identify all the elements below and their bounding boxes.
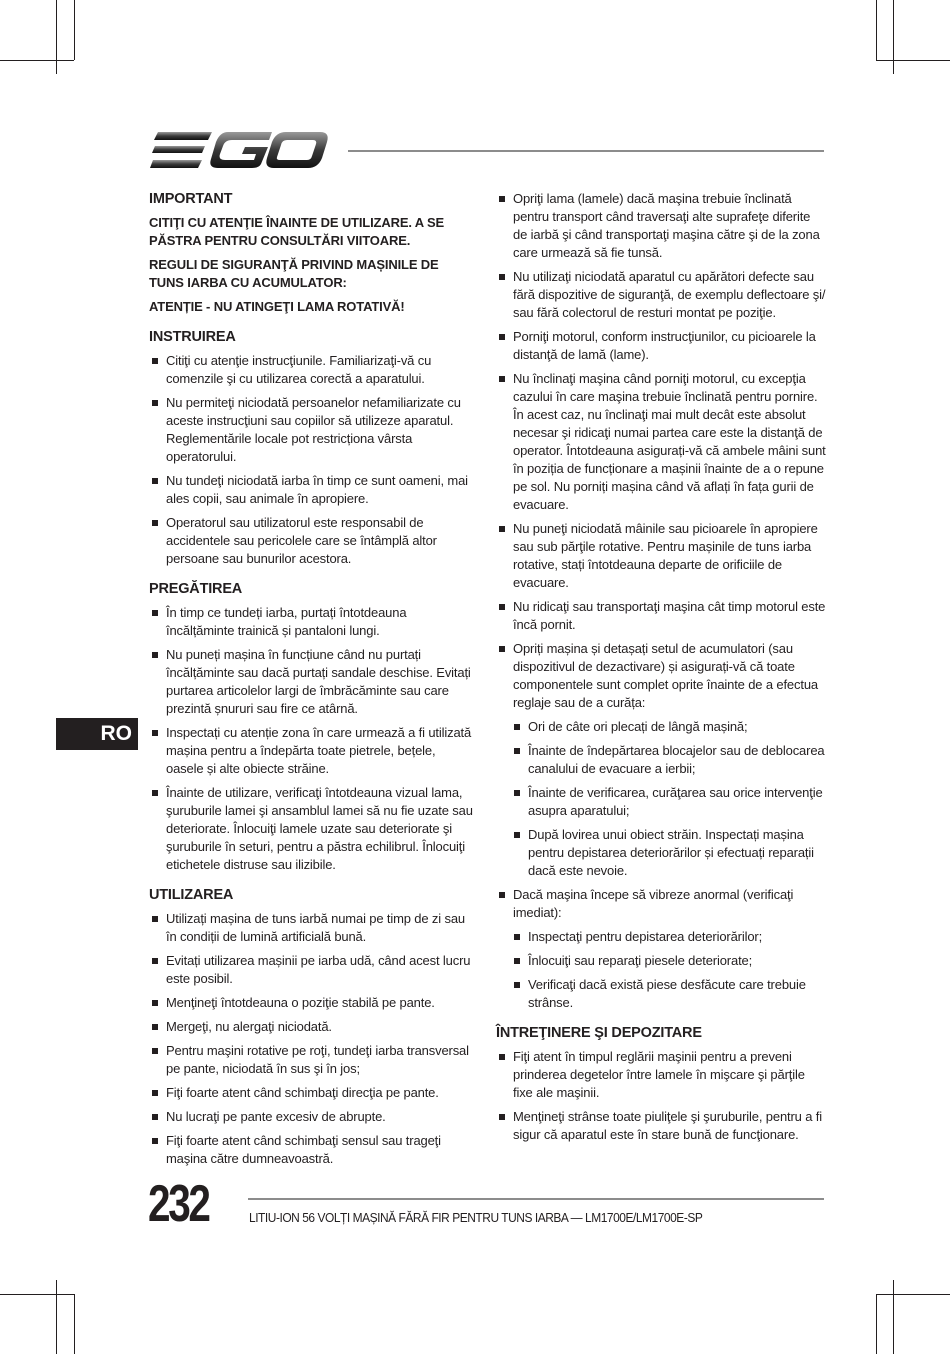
crop-mark xyxy=(876,1294,877,1354)
language-tab: RO xyxy=(56,718,138,750)
sub-bullet-list xyxy=(511,718,826,880)
list-item: Menţineţi întotdeauna o poziţie stabilă pe pante. xyxy=(149,994,475,1012)
list-item-text: Opriți mașina și detașați setul de acumulatori (sau dispozitivul de dezactivare) și asigurați-vă că toate componentele sunt complet oprite înainte de a efectua reglaje sau de a curăța: xyxy=(513,641,818,710)
crop-mark xyxy=(893,1280,894,1354)
crop-mark xyxy=(876,0,877,60)
section-heading: PREGĂTIREA xyxy=(149,581,243,597)
bullet-list xyxy=(496,1048,826,1144)
list-item-text: Dacă maşina începe să vibreze anormal (verificaţi imediat): xyxy=(513,887,794,920)
list-item: Porniţi motorul, conform instrucţiunilor, cu picioarele la distanţă de lamă (lame). xyxy=(496,328,826,364)
section-heading: ÎNTREŢINERE ŞI DEPOZITARE xyxy=(496,1025,702,1041)
sub-list-item: Verificaţi dacă există piese desfăcute care trebuie strânse. xyxy=(511,976,826,1012)
list-item: Fiţi foarte atent când schimbaţi direcţia pe pante. xyxy=(149,1084,475,1102)
important-notice: CITIŢI CU ATENŢIE ÎNAINTE DE UTILIZARE. A SE PĂSTRA PENTRU CONSULTĂRI VIITOARE. xyxy=(149,215,445,248)
list-item: În timp ce tundeți iarba, purtați întotdeauna încălțăminte trainică și pantaloni lungi. xyxy=(149,604,475,640)
sub-list-item: Ori de câte ori plecați de lângă mașină; xyxy=(511,718,826,736)
sub-list-item: Inspectaţi pentru depistarea deteriorărilor; xyxy=(511,928,826,946)
bullet-list xyxy=(149,604,475,874)
list-item: Nu permiteţi niciodată persoanelor nefamiliarizate cu aceste instrucţiuni sau copiilor să utilizeze aparatul. Reglementările locale pot restricționa vârsta operatorului. xyxy=(149,394,475,466)
crop-mark xyxy=(893,0,894,74)
list-item: Nu puneţi niciodată mâinile sau picioarele în apropiere sau sub părţile rotative. Pentru mașinile de tuns iarba rotative, stați întotdeauna departe de orificiile de evacuare. xyxy=(496,520,826,592)
list-item: Nu puneți mașina în funcțiune când nu purtați încălțăminte sau dacă purtați sandale deschise. Evitați purtarea articolelor largi de îmbrăcăminte sau care prezintă șnururi sau fire ce atârnă. xyxy=(149,646,475,718)
sub-bullet-list xyxy=(511,928,826,1012)
sub-list-item: Înainte de verificarea, curăţarea sau orice intervenţie asupra aparatului; xyxy=(511,784,826,820)
header-rule xyxy=(348,150,824,152)
right-column xyxy=(496,190,826,1150)
list-item: Nu tundeţi niciodată iarba în timp ce sunt oameni, mai ales copii, sau animale în apropiere. xyxy=(149,472,475,508)
section-heading: UTILIZAREA xyxy=(149,887,234,903)
list-item: Evitați utilizarea mașinii pe iarba udă, când acest lucru este posibil. xyxy=(149,952,475,988)
list-item: Nu înclinaţi maşina când porniţi motorul, cu excepţia cazului în care maşina trebuie înclinată pentru pornire. În acest caz, nu înclinaţi mai mult decât este absolut necesar şi ridicaţi numai partea care este la distanţă de operator. Întotdeauna asigurați-vă că ambele mâini sunt în poziția de funcționare a mașinii înainte de a o repune pe sol. Nu porniți mașina când vă aflați în fața gurii de evacuare. xyxy=(496,370,826,514)
list-item xyxy=(496,886,826,1012)
crop-mark xyxy=(56,1280,57,1354)
list-item: Nu lucraţi pe pante excesiv de abrupte. xyxy=(149,1108,475,1126)
bullet-list xyxy=(149,352,475,568)
page-number: 232 xyxy=(148,1175,209,1233)
list-item: Utilizați mașina de tuns iarbă numai pe timp de zi sau în condiții de lumină artificială bună. xyxy=(149,910,475,946)
list-item: Fiţi foarte atent când schimbaţi sensul sau trageţi maşina către dumneavoastră. xyxy=(149,1132,475,1168)
bullet-list xyxy=(496,190,826,1012)
ego-logo xyxy=(150,130,330,170)
sub-list-item: Înlocuiţi sau reparaţi piesele deteriorate; xyxy=(511,952,826,970)
list-item: Operatorul sau utilizatorul este responsabil de accidentele sau pericolele care se întâmplă altor persoane sau bunurilor acestora. xyxy=(149,514,475,568)
crop-mark xyxy=(0,1294,74,1295)
footer-title: LITIU-ION 56 VOLȚI MAȘINĂ FĂRĂ FIR PENTRU TUNS IARBA — LM1700E/LM1700E-SP xyxy=(249,1210,703,1225)
list-item: Citiţi cu atenţie instrucţiunile. Familiarizaţi-vă cu comenzile şi cu utilizarea corectă a aparatului. xyxy=(149,352,475,388)
list-item: Mergeţi, nu alergaţi niciodată. xyxy=(149,1018,475,1036)
safety-rules-title: REGULI DE SIGURANŢĂ PRIVIND MAȘINILE DE TUNS IARBA CU ACUMULATOR: xyxy=(149,257,439,290)
crop-mark xyxy=(74,0,75,60)
list-item: Înainte de utilizare, verificaţi întotdeauna vizual lama, şuruburile lamei şi ansamblul lamei să nu fie uzate sau deteriorate. Înlocuiţi lamele uzate sau deteriorate şi şuruburile în seturi, pentru a păstra echilibrul. Înlocuiţi etichetele distruse sau ilizibile. xyxy=(149,784,475,874)
list-item: Nu ridicaţi sau transportaţi maşina cât timp motorul este încă pornit. xyxy=(496,598,826,634)
list-item: Nu utilizaţi niciodată aparatul cu apărători defecte sau fără dispozitive de siguranţă, de exemplu deflectoare şi/ sau fără colectorul de resturi montat pe poziţie. xyxy=(496,268,826,322)
sub-list-item: Înainte de îndepărtarea blocajelor sau de deblocarea canalului de evacuare a ierbii; xyxy=(511,742,826,778)
important-heading: IMPORTANT xyxy=(149,191,233,207)
footer-rule xyxy=(248,1198,824,1200)
blade-warning: ATENȚIE - NU ATINGEŢI LAMA ROTATIVĂ! xyxy=(149,299,405,314)
list-item: Pentru maşini rotative pe roţi, tundeţi iarba transversal pe pante, niciodată în sus şi în jos; xyxy=(149,1042,475,1078)
crop-mark xyxy=(0,60,74,61)
bullet-list xyxy=(149,910,475,1168)
crop-mark xyxy=(56,0,57,74)
crop-mark xyxy=(876,1294,950,1295)
crop-mark xyxy=(74,1294,75,1354)
list-item: Opriţi lama (lamele) dacă maşina trebuie înclinată pentru transport când traversaţi alte suprafeţe diferite de iarbă şi când transportaţi maşina către şi de la zona care urmează să fie tunsă. xyxy=(496,190,826,262)
left-column xyxy=(149,190,475,1174)
list-item: Menţineţi strânse toate piuliţele şi şuruburile, pentru a fi sigur că aparatul este în stare bună de funcţionare. xyxy=(496,1108,826,1144)
crop-mark xyxy=(876,60,950,61)
list-item: Fiţi atent în timpul reglării maşinii pentru a preveni prinderea degetelor între lamele în mişcare şi părţile fixe ale maşinii. xyxy=(496,1048,826,1102)
list-item xyxy=(496,640,826,880)
sub-list-item: După lovirea unui obiect străin. Inspectați mașina pentru depistarea deteriorărilor și efectuați reparații dacă este nevoie. xyxy=(511,826,826,880)
list-item: Inspectați cu atenție zona în care urmează a fi utilizată mașina pentru a îndepărta toate pietrele, bețele, oasele și alte obiecte străine. xyxy=(149,724,475,778)
section-heading: INSTRUIREA xyxy=(149,329,236,345)
